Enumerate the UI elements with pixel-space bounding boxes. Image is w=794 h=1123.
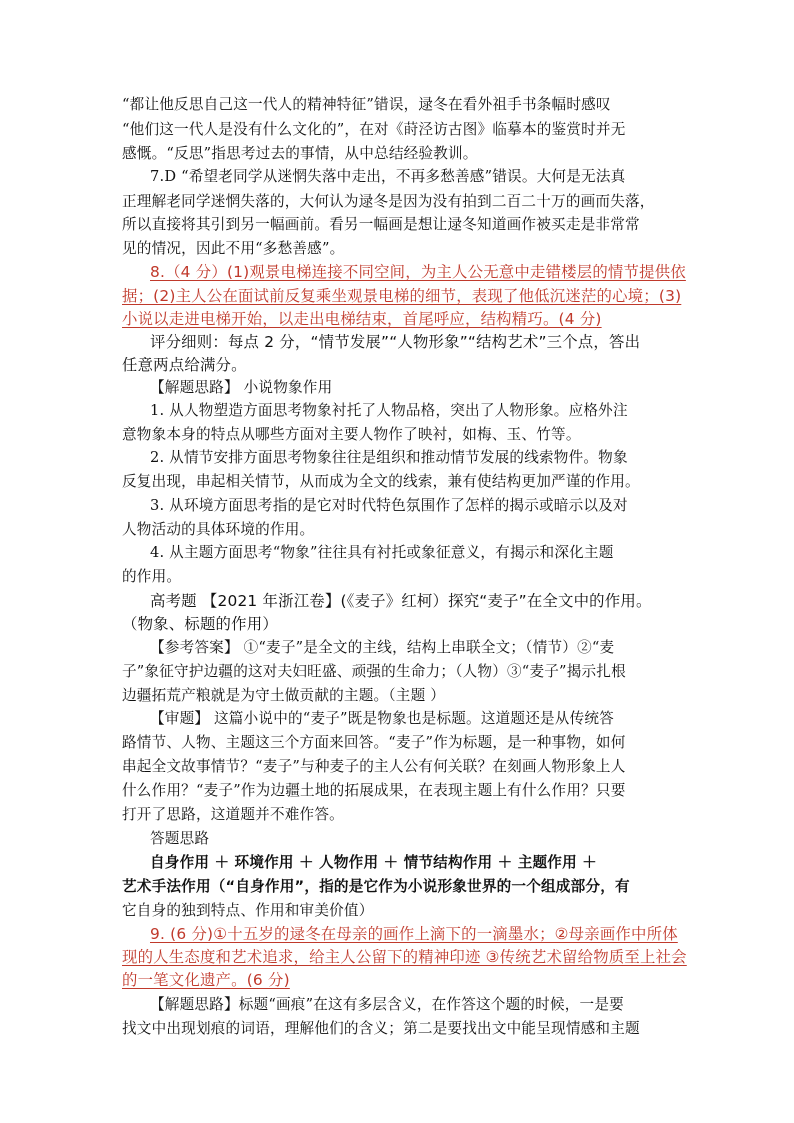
answer-approach-formula: 自身作用 ＋ 环境作用 ＋ 人物作用 ＋ 情节结构作用 ＋ 主题作用 ＋ bbox=[150, 854, 597, 871]
scoring-rule: 任意两点给满分。 bbox=[122, 356, 247, 374]
text-line: 边疆拓荒产粮就是为守土做贡献的主题。（主题 ） bbox=[122, 687, 446, 704]
text-line: 感慨。“反思”指思考过去的事情，从中总结经验教训。 bbox=[122, 145, 478, 162]
text-line: 3. 从环境方面思考指的是它对时代特色氛围作了怎样的揭示或暗示以及对 bbox=[150, 497, 628, 514]
exam-question: （物象、标题的作用） bbox=[122, 615, 278, 633]
question-analysis: 【审题】 这篇小说中的“麦子”既是物象也是标题。这道题还是从传统答 bbox=[150, 710, 614, 727]
answer-8-line: 小说以走进电梯开始，以走出电梯结束，首尾呼应，结构精巧。(4 分) bbox=[122, 310, 602, 328]
text-line: “都让他反思自己这一代人的精神特征”错误，逯冬在看外祖手书条幅时感叹 bbox=[122, 96, 611, 113]
solution-approach: 【解题思路】标题“画痕”在这有多层含义，在作答这个题的时候，一是要 bbox=[150, 996, 624, 1013]
text-line: 串起全文故事情节？“麦子”与种麦子的主人公有何关联？在刻画人物形象上人 bbox=[122, 758, 626, 775]
text-line: 它自身的独到特点、作用和审美价值） bbox=[122, 902, 374, 919]
text-line: 2. 从情节安排方面思考物象往往是组织和推动情节发展的线索物件。物象 bbox=[150, 449, 628, 466]
answer-9-line: 9. (6 分)①十五岁的逯冬在母亲的画作上滴下的一滴墨水；②母亲画作中所体 bbox=[150, 925, 678, 943]
text-line: 所以直接将其引到另一幅画前。看另一幅画是想让逯冬知道画作被买走是非常常 bbox=[122, 216, 640, 233]
answer-approach-heading: 答题思路 bbox=[150, 830, 210, 847]
text-line: 找文中出现划痕的词语，理解他们的含义；第二是要找出文中能呈现情感和主题 bbox=[122, 1020, 640, 1037]
text-line: 意物象本身的特点从哪些方面对主要人物作了映衬，如梅、玉、竹等。 bbox=[122, 426, 581, 443]
text-line bbox=[122, 877, 630, 897]
text-line: 艺术手法作用（“自身作用”，指的是它作为小说形象世界的一个组成部分，有 bbox=[122, 878, 630, 895]
answer-7-text: 7.D “希望老同学从迷惘失落中走出，不再多愁善感”错误。大何是无法真 bbox=[150, 168, 626, 185]
text-line: 什么作用？“麦子”作为边疆土地的拓展成果，在表现主题上有什么作用？只要 bbox=[122, 782, 626, 799]
text-line: 4. 从主题方面思考“物象”往往具有衬托或象征意义，有揭示和深化主题 bbox=[150, 544, 614, 561]
text-line: 正理解老同学迷惘失落的，大何认为逯冬是因为没有拍到二百二十万的画而失落， bbox=[122, 193, 655, 210]
text-line: 1. 从人物塑造方面思考物象衬托了人物品格，突出了人物形象。应格外注 bbox=[150, 402, 628, 419]
answer-8-line: 8.（4 分）(1)观景电梯连接不同空间，为主人公无意中走错楼层的情节提供依 bbox=[150, 263, 686, 281]
answer-8-line: 据；(2)主人公在面试前反复乘坐观景电梯的细节，表现了他低沉迷茫的心境；(3) bbox=[122, 287, 682, 305]
text-line: 路情节、人物、主题这三个方面来回答。“麦子”作为标题，是一种事物，如何 bbox=[122, 734, 626, 751]
reference-answer: 【参考答案】 ①“麦子”是全文的主线，结构上串联全文；（情节）②“麦 bbox=[150, 639, 615, 656]
exam-question: 高考题 【2021 年浙江卷】(《麦子》红柯）探究“麦子”在全文中的作用。 bbox=[150, 592, 652, 610]
text-line: 打开了思路，这道题并不难作答。 bbox=[122, 806, 344, 823]
answer-9-line: 现的人生态度和艺术追求，给主人公留下的精神印迹 ③传统艺术留给物质至上社会 bbox=[122, 948, 687, 966]
text-line: 子”象征守护边疆的这对夫妇旺盛、顽强的生命力；（人物）③“麦子”揭示扎根 bbox=[122, 663, 626, 680]
answer-9-line: 的一笔文化遗产。(6 分) bbox=[122, 971, 290, 989]
text-line: 见的情况，因此不用“多愁善感”。 bbox=[122, 240, 345, 257]
text-line: 的作用。 bbox=[122, 568, 182, 585]
section-heading: 【解题思路】 小说物象作用 bbox=[150, 379, 333, 396]
text-line: 反复出现，串起相关情节，从而成为全文的线索，兼有使结构更加严谨的作用。 bbox=[122, 473, 640, 490]
scoring-rule: 评分细则：每点 2 分，“情节发展”“人物形象”“结构艺术”三个点，答出 bbox=[150, 333, 641, 351]
text-line: “他们这一代人是没有什么文化的”，在对《莳泾访古图》临摹本的鉴赏时并无 bbox=[122, 121, 626, 138]
text-line: 人物活动的具体环境的作用。 bbox=[122, 521, 315, 538]
answer-7 bbox=[150, 167, 625, 187]
